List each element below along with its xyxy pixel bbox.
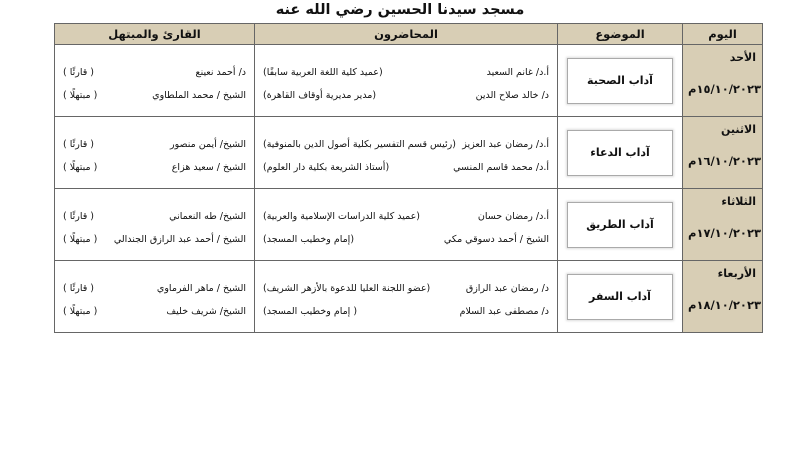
day-name: الأحد bbox=[729, 51, 756, 64]
reader-name: الشيخ / محمد الملطاوي bbox=[152, 89, 246, 101]
header-lecturers: المحاضرون bbox=[255, 24, 558, 45]
lecturer-line bbox=[255, 277, 557, 300]
topic-cell bbox=[558, 117, 683, 189]
day-cell bbox=[683, 189, 763, 261]
page-title: مسجد سيدنا الحسين رضي الله عنه bbox=[275, 2, 525, 18]
lecturer-name: أ.د/ رمضان عبد العزيز bbox=[462, 138, 549, 150]
lecturer-line bbox=[255, 228, 557, 251]
reader-role: ( مبتهلًا ) bbox=[63, 161, 98, 173]
lecturer-role: (إمام وخطيب المسجد) bbox=[263, 233, 355, 245]
reader-name: الشيخ / أحمد عبد الرازق الجندالي bbox=[113, 233, 246, 245]
lecturer-name: أ.د/ محمد قاسم المنسي bbox=[453, 161, 549, 173]
reader-name: الشيخ / سعيد هزاع bbox=[171, 161, 246, 173]
lecturer-role: (مدير مديرية أوقاف القاهرة) bbox=[263, 89, 377, 101]
lecturers-cell bbox=[255, 261, 558, 333]
day-date: ١٨/١٠/٢٠٢٣م bbox=[688, 298, 761, 312]
reader-line bbox=[55, 84, 254, 107]
header-day: اليوم bbox=[683, 24, 763, 45]
day-cell bbox=[683, 261, 763, 333]
lecturer-line bbox=[255, 300, 557, 323]
lecturer-name: د/ رمضان عبد الرازق bbox=[465, 282, 549, 294]
reader-line bbox=[55, 205, 254, 228]
reader-role: ( قارئًا ) bbox=[63, 282, 95, 294]
topic-cell bbox=[558, 261, 683, 333]
topic-cell bbox=[558, 189, 683, 261]
reader-line bbox=[55, 300, 254, 323]
day-date: ١٥/١٠/٢٠٢٣م bbox=[688, 82, 761, 96]
reader-role: ( مبتهلًا ) bbox=[63, 89, 98, 101]
header-topic: الموضوع bbox=[558, 24, 683, 45]
reader-name: الشيخ/ أيمن منصور bbox=[170, 138, 246, 150]
lecturer-role: (عضو اللجنة العليا للدعوة بالأزهر الشريف) bbox=[263, 282, 431, 294]
reader-cell bbox=[55, 45, 255, 117]
reader-role: ( مبتهلًا ) bbox=[63, 305, 98, 317]
table-row bbox=[55, 45, 763, 117]
reader-line bbox=[55, 133, 254, 156]
lecturer-name: د/ مصطفى عبد السلام bbox=[459, 305, 549, 317]
lecturer-line bbox=[255, 205, 557, 228]
lecturer-line bbox=[255, 156, 557, 179]
lecturer-role: (عميد كلية اللغة العربية سابقًا) bbox=[263, 66, 383, 78]
reader-line bbox=[55, 156, 254, 179]
reader-cell bbox=[55, 117, 255, 189]
day-name: الثلاثاء bbox=[721, 195, 756, 208]
header-row bbox=[55, 24, 763, 45]
reader-role: ( قارئًا ) bbox=[63, 210, 95, 222]
reader-cell bbox=[55, 189, 255, 261]
day-name: الأربعاء bbox=[717, 267, 756, 280]
reader-name: الشيخ/ طه النعماني bbox=[169, 210, 246, 222]
day-date: ١٧/١٠/٢٠٢٣م bbox=[688, 226, 761, 240]
topic-label: آداب الدعاء bbox=[567, 130, 673, 176]
lecturer-line bbox=[255, 61, 557, 84]
day-name: الاثنين bbox=[721, 123, 756, 136]
reader-name: الشيخ/ شريف خليف bbox=[166, 305, 246, 317]
lecturer-role: ( إمام وخطيب المسجد) bbox=[263, 305, 358, 317]
lecturers-cell bbox=[255, 117, 558, 189]
lecturers-cell bbox=[255, 45, 558, 117]
reader-line bbox=[55, 61, 254, 84]
topic-label: آداب الصحبة bbox=[567, 58, 673, 104]
reader-line bbox=[55, 228, 254, 251]
reader-line bbox=[55, 277, 254, 300]
lecturer-name: الشيخ / أحمد دسوقي مكي bbox=[443, 233, 549, 245]
lecturers-cell bbox=[255, 189, 558, 261]
lecturer-line bbox=[255, 84, 557, 107]
reader-cell bbox=[55, 261, 255, 333]
topic-label: آداب الطريق bbox=[567, 202, 673, 248]
reader-role: ( مبتهلًا ) bbox=[63, 233, 98, 245]
lecturer-role: (أستاذ الشريعة بكلية دار العلوم) bbox=[263, 161, 390, 173]
schedule-table bbox=[54, 23, 763, 333]
day-cell bbox=[683, 45, 763, 117]
topic-label: آداب السفر bbox=[567, 274, 673, 320]
reader-role: ( قارئًا ) bbox=[63, 138, 95, 150]
lecturer-line bbox=[255, 133, 557, 156]
reader-name: الشيخ / ماهر الفرماوي bbox=[156, 282, 246, 294]
lecturer-name: أ.د/ غانم السعيد bbox=[486, 66, 549, 78]
lecturer-role: (رئيس قسم التفسير بكلية أصول الدين بالمنوفية) bbox=[263, 138, 456, 150]
lecturer-role: (عميد كلية الدراسات الإسلامية والعربية) bbox=[263, 210, 420, 222]
lecturer-name: أ.د/ رمضان حسان bbox=[477, 210, 549, 222]
table-row bbox=[55, 189, 763, 261]
day-date: ١٦/١٠/٢٠٢٣م bbox=[688, 154, 761, 168]
topic-cell bbox=[558, 45, 683, 117]
day-cell bbox=[683, 117, 763, 189]
table-row bbox=[55, 261, 763, 333]
reader-name: د/ أحمد نعينع bbox=[195, 66, 246, 78]
reader-role: ( قارئًا ) bbox=[63, 66, 95, 78]
table-row bbox=[55, 117, 763, 189]
header-reader: القارئ والمبتهل bbox=[55, 24, 255, 45]
lecturer-name: د/ خالد صلاح الدين bbox=[475, 89, 549, 101]
